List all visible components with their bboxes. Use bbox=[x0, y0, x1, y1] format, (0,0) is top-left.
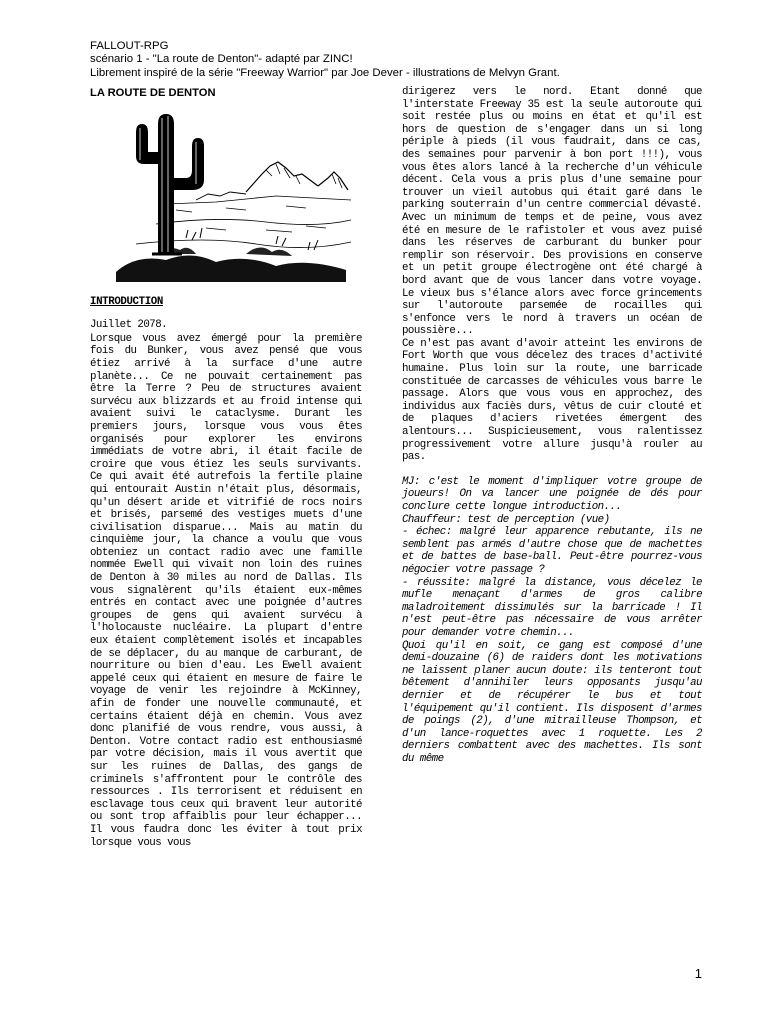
header-line-game: FALLOUT-RPG bbox=[90, 40, 169, 52]
introduction-heading: INTRODUCTION bbox=[90, 295, 163, 308]
intro-paragraph-continued: dirigerez vers le nord. Etant donné que l'interstate Freeway 35 est la seule autoroute qui soit restée plus ou moins en état et qu'il est hors de question de s'engager dans un si long périple à pieds (il vous faudrait, dans ce cas, des semaines pour parvenir à bon port !!!), vous vous êtes alors lancé à la recherche d'un véhicule décent. Cela vous a pris plus d'une semaine pour trouver un vieil autobus qui était garé dans le parking souterrain d'un centre commercial dévasté. Avec un minimum de temps et de peine, vous avez été en mesure de le rafistoler et vous avez puisé dans les réserves de carburant du bunker pour remplir son réservoir. Des provisions en conserve et un petit groupe électrogène ont été chargé à bord avant que de vous lancer dans votre voyage. Le vieux bus s'élance alors avec force grincements sur l'autoroute parsemée de rocailles qui s'enfonce vers le nord à travers un océan de poussière... bbox=[402, 86, 702, 338]
header-line-scenario: scénario 1 - "La route de Denton"- adapté par ZINC! bbox=[90, 53, 353, 66]
page-number: 1 bbox=[694, 966, 702, 981]
header-line-credits: Librement inspiré de la série "Freeway Warrior" par Joe Dever - illustrations de Melvyn Grant. bbox=[90, 66, 560, 79]
failure-outcome: - échec: malgré leur apparence rebutante, ils ne semblent pas armés d'autre chose que de machettes et de battes de base-ball. Peut-être pourrez-vous négocier votre passage ? bbox=[402, 526, 702, 576]
gang-description: Quoi qu'il en soit, ce gang est composé d'une demi-douzaine (6) de raiders dont les motivations ne laissent planer aucun doute: ils tenteront tout bêtement d'annihiler leurs opposants jusqu'au dernier et de récupérer le bus et tout l'équipement qu'il contient. Ils disposent d'armes de poings (2), d'une mitrailleuse Thompson, et d'un lance-roquettes avec 1 roquette. Les 2 derniers combattent avec des machettes. Ils sont du même bbox=[402, 639, 702, 765]
mj-note: MJ: c'est le moment d'impliquer votre groupe de joueurs! On va lancer une poignée de dés pour conclure cette longue introduction... bbox=[402, 475, 702, 513]
perception-test-line: Chauffeur: test de perception (vue) bbox=[402, 513, 610, 526]
left-column bbox=[90, 87, 362, 849]
desert-cactus-illustration bbox=[96, 104, 356, 284]
right-column bbox=[402, 86, 702, 765]
document-header bbox=[90, 40, 730, 80]
page-title: LA ROUTE DE DENTON bbox=[90, 87, 216, 99]
barricade-paragraph: Ce n'est pas avant d'avoir atteint les environs de Fort Worth que vous décelez des traces d'activité humaine. Plus loin sur la route, une barricade constituée de carcasses de véhicules vous barre le passage. Alors que vous vous en approchez, des individus aux faciès durs, vêtus de cuir clouté et de plaques d'aciers rivetées émergent des alentours... Suspicieusement, vous ralentissez progressivement votre allure jusqu'à rouler au pas. bbox=[402, 337, 702, 464]
success-outcome: - réussite: malgré la distance, vous décelez le mufle menaçant d'armes de gros calibre maladroitement dissimulés sur la barricade ! Il n'est peut-être pas nécessaire de vous arrêter pour demander votre chemin... bbox=[402, 576, 702, 639]
intro-paragraph-left: Lorsque vous avez émergé pour la première fois du Bunker, vous avez pensé que vous étiez arrivé à la surface d'une autre planète... Ce ne pouvait certainement pas être la Terre ? Peu de structures avaient survécu aux blizzards et au froid intense qui avaient suivi le cataclysme. Durant les premiers jours, lorsque vous vous êtes organisés pour explorer les environs immédiats de votre abri, il était facile de croire que vous étiez les seuls survivants. Ce qui avait été autrefois la fertile plaine qui entourait Austin n'était plus, désormais, qu'un désert aride et vitrifié de rocs noirs et brisés, parsemé des vestiges muets d'une civilisation disparue... Mais au matin du cinquième jour, la chance a voulu que vous obteniez un contact radio avec une famille nommée Ewell qui vivait non loin des ruines de Denton à 30 miles au nord de Dallas. Ils vous signalèrent qu'ils étaient eux-mêmes entrés en contact avec une poignée d'autres groupes de gens qui avaient survécu à l'holocauste nucléaire. La plupart d'entre eux étaient complètement isolés et incapables de se déplacer, du au manque de carburant, de nourriture ou bien d'eau. Les Ewell avaient appelé ceux qui étaient en mesure de faire le voyage de venir les rejoindre à McKinney, afin de fonder une nouvelle communauté, et certains étaient déjà en chemin. Vous avez donc planifié de vous rendre, vous aussi, à Denton. Votre contact radio est enthousiasmé par votre décision, mais il vous avertit que sur les ruines de Dallas, des gangs de criminels s'affrontent pour le contrôle des ressources . Ils terrorisent et réduisent en esclavage tous ceux qui bravent leur autorité ou sont trop affaiblis pour leur échapper... Il vous faudra donc les éviter à tout prix lorsque vous vous bbox=[90, 332, 362, 849]
date-line: Juillet 2078. bbox=[90, 319, 168, 332]
